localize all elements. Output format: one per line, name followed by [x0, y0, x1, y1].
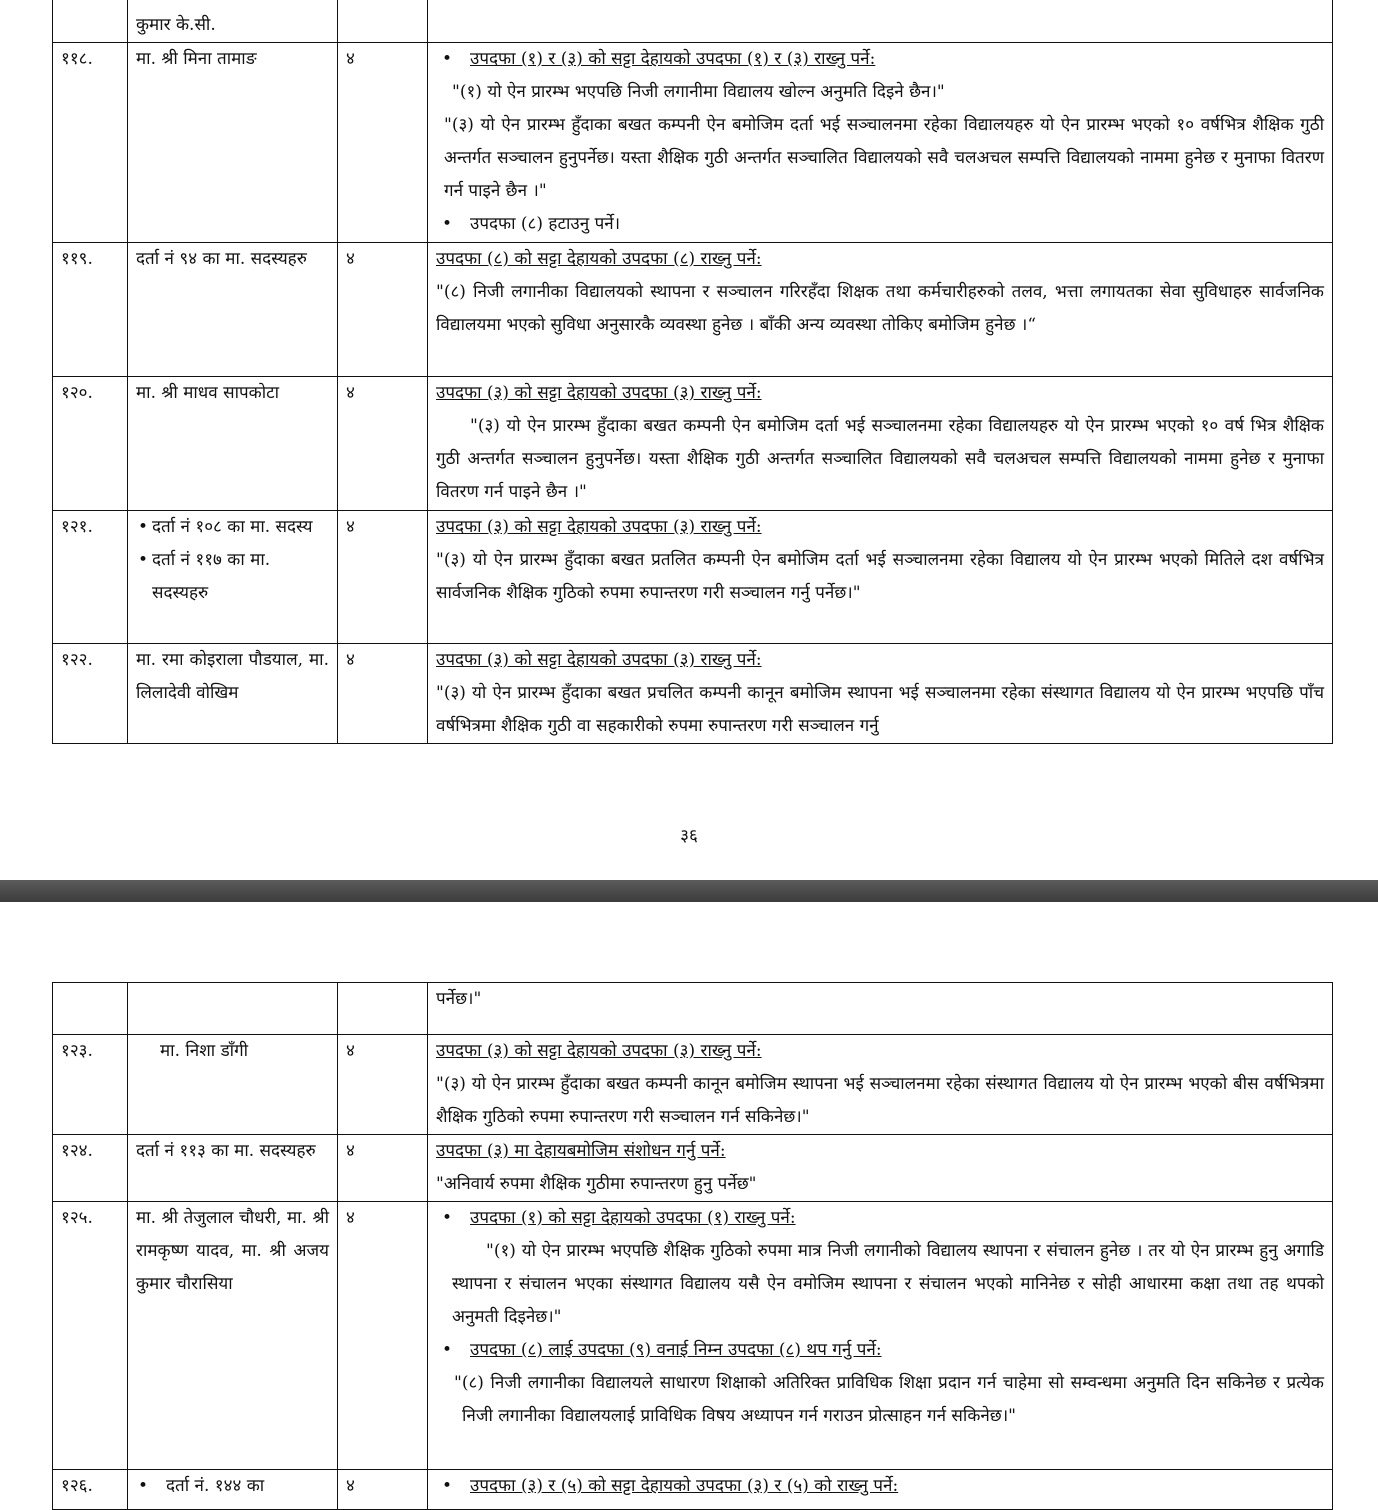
amendment-text: [428, 43, 1333, 243]
table-row: [53, 43, 1333, 243]
amendment-table: [52, 982, 1333, 1510]
amendment-heading: उपदफा (३) को सट्टा देहायको उपदफा (३) राख्नु पर्ने:: [436, 650, 762, 670]
bullet-item: • उपदफा (८) हटाउनु पर्ने।: [436, 208, 1324, 241]
amendment-heading: उपदफा (३) को सट्टा देहायको उपदफा (३) राख्नु पर्ने:: [436, 383, 762, 403]
quoted-subsection: "(१) यो ऐन प्रारम्भ भएपछि शैक्षिक गुठिको रुपमा मात्र निजी लगानीको विद्यालय स्थापना र संचालन हुनेछ । तर यो ऐन प्रारम्भ हुनु अगाडि स्थापना र संचालन भएका संस्थागत विद्यालय यसै ऐन वमोजिम स्थापना र संचालन भएको मानिनेछ र सोही आधारमा कक्षा तथा तह थपको अनुमती दिइनेछ।": [452, 1241, 1324, 1327]
table-row: [53, 243, 1333, 377]
row-number: [53, 0, 128, 43]
amendment-text: [428, 644, 1333, 744]
amendment-text: [428, 1202, 1333, 1470]
table-row: [53, 1470, 1333, 1510]
amendment-heading: उपदफा (३) को सट्टा देहायको उपदफा (३) राख्नु पर्ने:: [436, 1041, 762, 1061]
table-row: [53, 511, 1333, 644]
clause-number: ४: [338, 1202, 428, 1470]
amendment-heading: उपदफा (३) को सट्टा देहायको उपदफा (३) राख्नु पर्ने:: [436, 517, 762, 537]
amendment-text: [428, 511, 1333, 644]
row-number: १२४.: [53, 1135, 128, 1202]
member-name: मा. रमा कोइराला पौडयाल, मा. लिलादेवी वोखिम: [128, 644, 338, 744]
quoted-subsection: "(१) यो ऐन प्रारम्भ भएपछि निजी लगानीमा विद्यालय खोल्न अनुमति दिइने छैन।": [452, 82, 945, 102]
table-row: [53, 0, 1333, 43]
member-name: मा. श्री मिना तामाङ: [128, 43, 338, 243]
clause-number: ४: [338, 1470, 428, 1510]
page-number: ३६: [680, 826, 698, 846]
clause-number: ४: [338, 1135, 428, 1202]
member-list-item: • दर्ता नं १०८ का मा. सदस्य: [136, 511, 329, 544]
table-row: [53, 1035, 1333, 1135]
quoted-subsection: "(३) यो ऐन प्रारम्भ हुँदाका बखत कम्पनी ऐन बमोजिम दर्ता भई सञ्चालनमा रहेका विद्यालयहरु यो ऐन प्रारम्भ भएको १० वर्षभित्र शैक्षिक गुठी अन्तर्गत सञ्चालन हुनुपर्नेछ। यस्ता शैक्षिक गुठी अन्तर्गत सञ्चालित विद्यालयको सवै चलअचल सम्पत्ति विद्यालयको नाममा हुनेछ र मुनाफा वितरण गर्न पाइने छैन ।": [444, 115, 1324, 201]
clause-number: ४: [338, 377, 428, 511]
amendment-heading: उपदफा (८) को सट्टा देहायको उपदफा (८) राख्नु पर्ने:: [436, 249, 762, 269]
member-name: कुमार के.सी.: [128, 0, 338, 43]
clause-number: ४: [338, 511, 428, 644]
member-name: मा. श्री तेजुलाल चौधरी, मा. श्री रामकृष्ण यादव, मा. श्री अजय कुमार चौरासिया: [128, 1202, 338, 1470]
clause-number: [338, 0, 428, 43]
member-name: मा. श्री माधव सापकोटा: [128, 377, 338, 511]
quoted-subsection: "(३) यो ऐन प्रारम्भ हुँदाका बखत कम्पनी कानून बमोजिम स्थापना भई सञ्चालनमा रहेका संस्थागत विद्यालय यो ऐन प्रारम्भ भएको बीस वर्षभित्रमा शैक्षिक गुठिको रुपमा रुपान्तरण गरी सञ्चालन गर्न सकिनेछ।": [436, 1074, 1324, 1127]
amendment-text: [428, 243, 1333, 377]
quoted-subsection: "(३) यो ऐन प्रारम्भ हुँदाका बखत कम्पनी ऐन बमोजिम दर्ता भई सञ्चालनमा रहेका विद्यालयहरु यो ऐन प्रारम्भ भएको १० वर्ष भित्र शैक्षिक गुठी अन्तर्गत सञ्चालन हुनुपर्नेछ। यस्ता शैक्षिक गुठी अन्तर्गत सञ्चालित विद्यालयको सवै चलअचल सम्पत्ति विद्यालयको नाममा हुनेछ र मुनाफा वितरण गर्न पाइने छैन ।": [436, 416, 1324, 502]
row-number: [53, 983, 128, 1035]
member-name: [128, 983, 338, 1035]
member-name: दर्ता नं ९४ का मा. सदस्यहरु: [128, 243, 338, 377]
amendment-text: [428, 1035, 1333, 1135]
clause-number: ४: [338, 243, 428, 377]
amendment-text: [428, 0, 1333, 43]
row-number: ११८.: [53, 43, 128, 243]
quoted-subsection: "(८) निजी लगानीका विद्यालयले साधारण शिक्षाको अतिरिक्त प्राविधिक शिक्षा प्रदान गर्न चाहेमा सो सम्वन्धमा अनुमति दिन सकिनेछ र प्रत्येक निजी लगानीका विद्यालयलाई प्राविधिक विषय अध्यापन गर्न गराउन प्रोत्साहन गर्न सकिनेछ।": [454, 1373, 1324, 1426]
table-row: [53, 983, 1333, 1035]
amendment-text: पर्नेछ।": [428, 983, 1333, 1035]
member-list-item: • दर्ता नं ११७ का मा. सदस्यहरु: [136, 544, 329, 610]
quoted-subsection: "अनिवार्य रुपमा शैक्षिक गुठीमा रुपान्तरण हुनु पर्नेछ": [436, 1174, 757, 1194]
bullet-heading: • उपदफा (१) को सट्टा देहायको उपदफा (१) राख्नु पर्ने:: [436, 1202, 1324, 1235]
amendment-text: [428, 377, 1333, 511]
row-number: ११९.: [53, 243, 128, 377]
member-name: दर्ता नं ११३ का मा. सदस्यहरु: [128, 1135, 338, 1202]
member-list-item: • दर्ता नं. १४४ का: [136, 1470, 329, 1503]
member-name: मा. निशा डाँगी: [128, 1035, 338, 1135]
row-number: १२०.: [53, 377, 128, 511]
table-row: [53, 644, 1333, 744]
quoted-subsection: "(८) निजी लगानीका विद्यालयको स्थापना र सञ्चालन गरिरहँदा शिक्षक तथा कर्मचारीहरुको तलव, भत्ता लगायतका सेवा सुविधाहरु सार्वजनिक विद्यालयमा भएको सुविधा अनुसारकै व्यवस्था हुनेछ । बाँकी अन्य व्यवस्था तोकिए बमोजिम हुनेछ ।“: [436, 282, 1324, 335]
table-row: [53, 377, 1333, 511]
row-number: १२१.: [53, 511, 128, 644]
clause-number: ४: [338, 644, 428, 744]
row-number: १२३.: [53, 1035, 128, 1135]
member-name: [128, 511, 338, 644]
row-number: १२२.: [53, 644, 128, 744]
row-number: १२६.: [53, 1470, 128, 1510]
clause-number: ४: [338, 1035, 428, 1135]
table-row: [53, 1202, 1333, 1470]
bullet-heading: • उपदफा (१) र (३) को सट्टा देहायको उपदफा (१) र (३) राख्नु पर्ने:: [436, 43, 1324, 76]
table-row: [53, 1135, 1333, 1202]
document-page-2: [0, 902, 1378, 1499]
amendment-heading: उपदफा (३) मा देहायबमोजिम संशोधन गर्नु पर्ने:: [436, 1141, 726, 1161]
quoted-subsection: "(३) यो ऐन प्रारम्भ हुँदाका बखत प्रतलित कम्पनी ऐन बमोजिम दर्ता भई सञ्चालनमा रहेका विद्यालय यो ऐन प्रारम्भ भएको मितिले दश वर्षभित्र सार्वजनिक शैक्षिक गुठिको रुपमा रुपान्तरण गरी सञ्चालन गर्नु पर्नेछ।": [436, 550, 1324, 603]
amendment-text: [428, 1135, 1333, 1202]
clause-number: ४: [338, 43, 428, 243]
row-number: १२५.: [53, 1202, 128, 1470]
page-separator: [0, 880, 1378, 902]
quoted-subsection: "(३) यो ऐन प्रारम्भ हुँदाका बखत प्रचलित कम्पनी कानून बमोजिम स्थापना भई सञ्चालनमा रहेका संस्थागत विद्यालय यो ऐन प्रारम्भ भएपछि पाँच वर्षभित्रमा शैक्षिक गुठी वा सहकारीको रुपमा रुपान्तरण गरी सञ्चालन गर्नु: [436, 683, 1324, 736]
clause-number: [338, 983, 428, 1035]
member-name: [128, 1470, 338, 1510]
amendment-table: [52, 0, 1333, 744]
amendment-text: [428, 1470, 1333, 1510]
bullet-heading: • उपदफा (३) र (५) को सट्टा देहायको उपदफा (३) र (५) को राख्नु पर्ने:: [436, 1470, 1324, 1503]
bullet-heading: • उपदफा (८) लाई उपदफा (९) वनाई निम्न उपदफा (८) थप गर्नु पर्ने:: [436, 1334, 1324, 1367]
